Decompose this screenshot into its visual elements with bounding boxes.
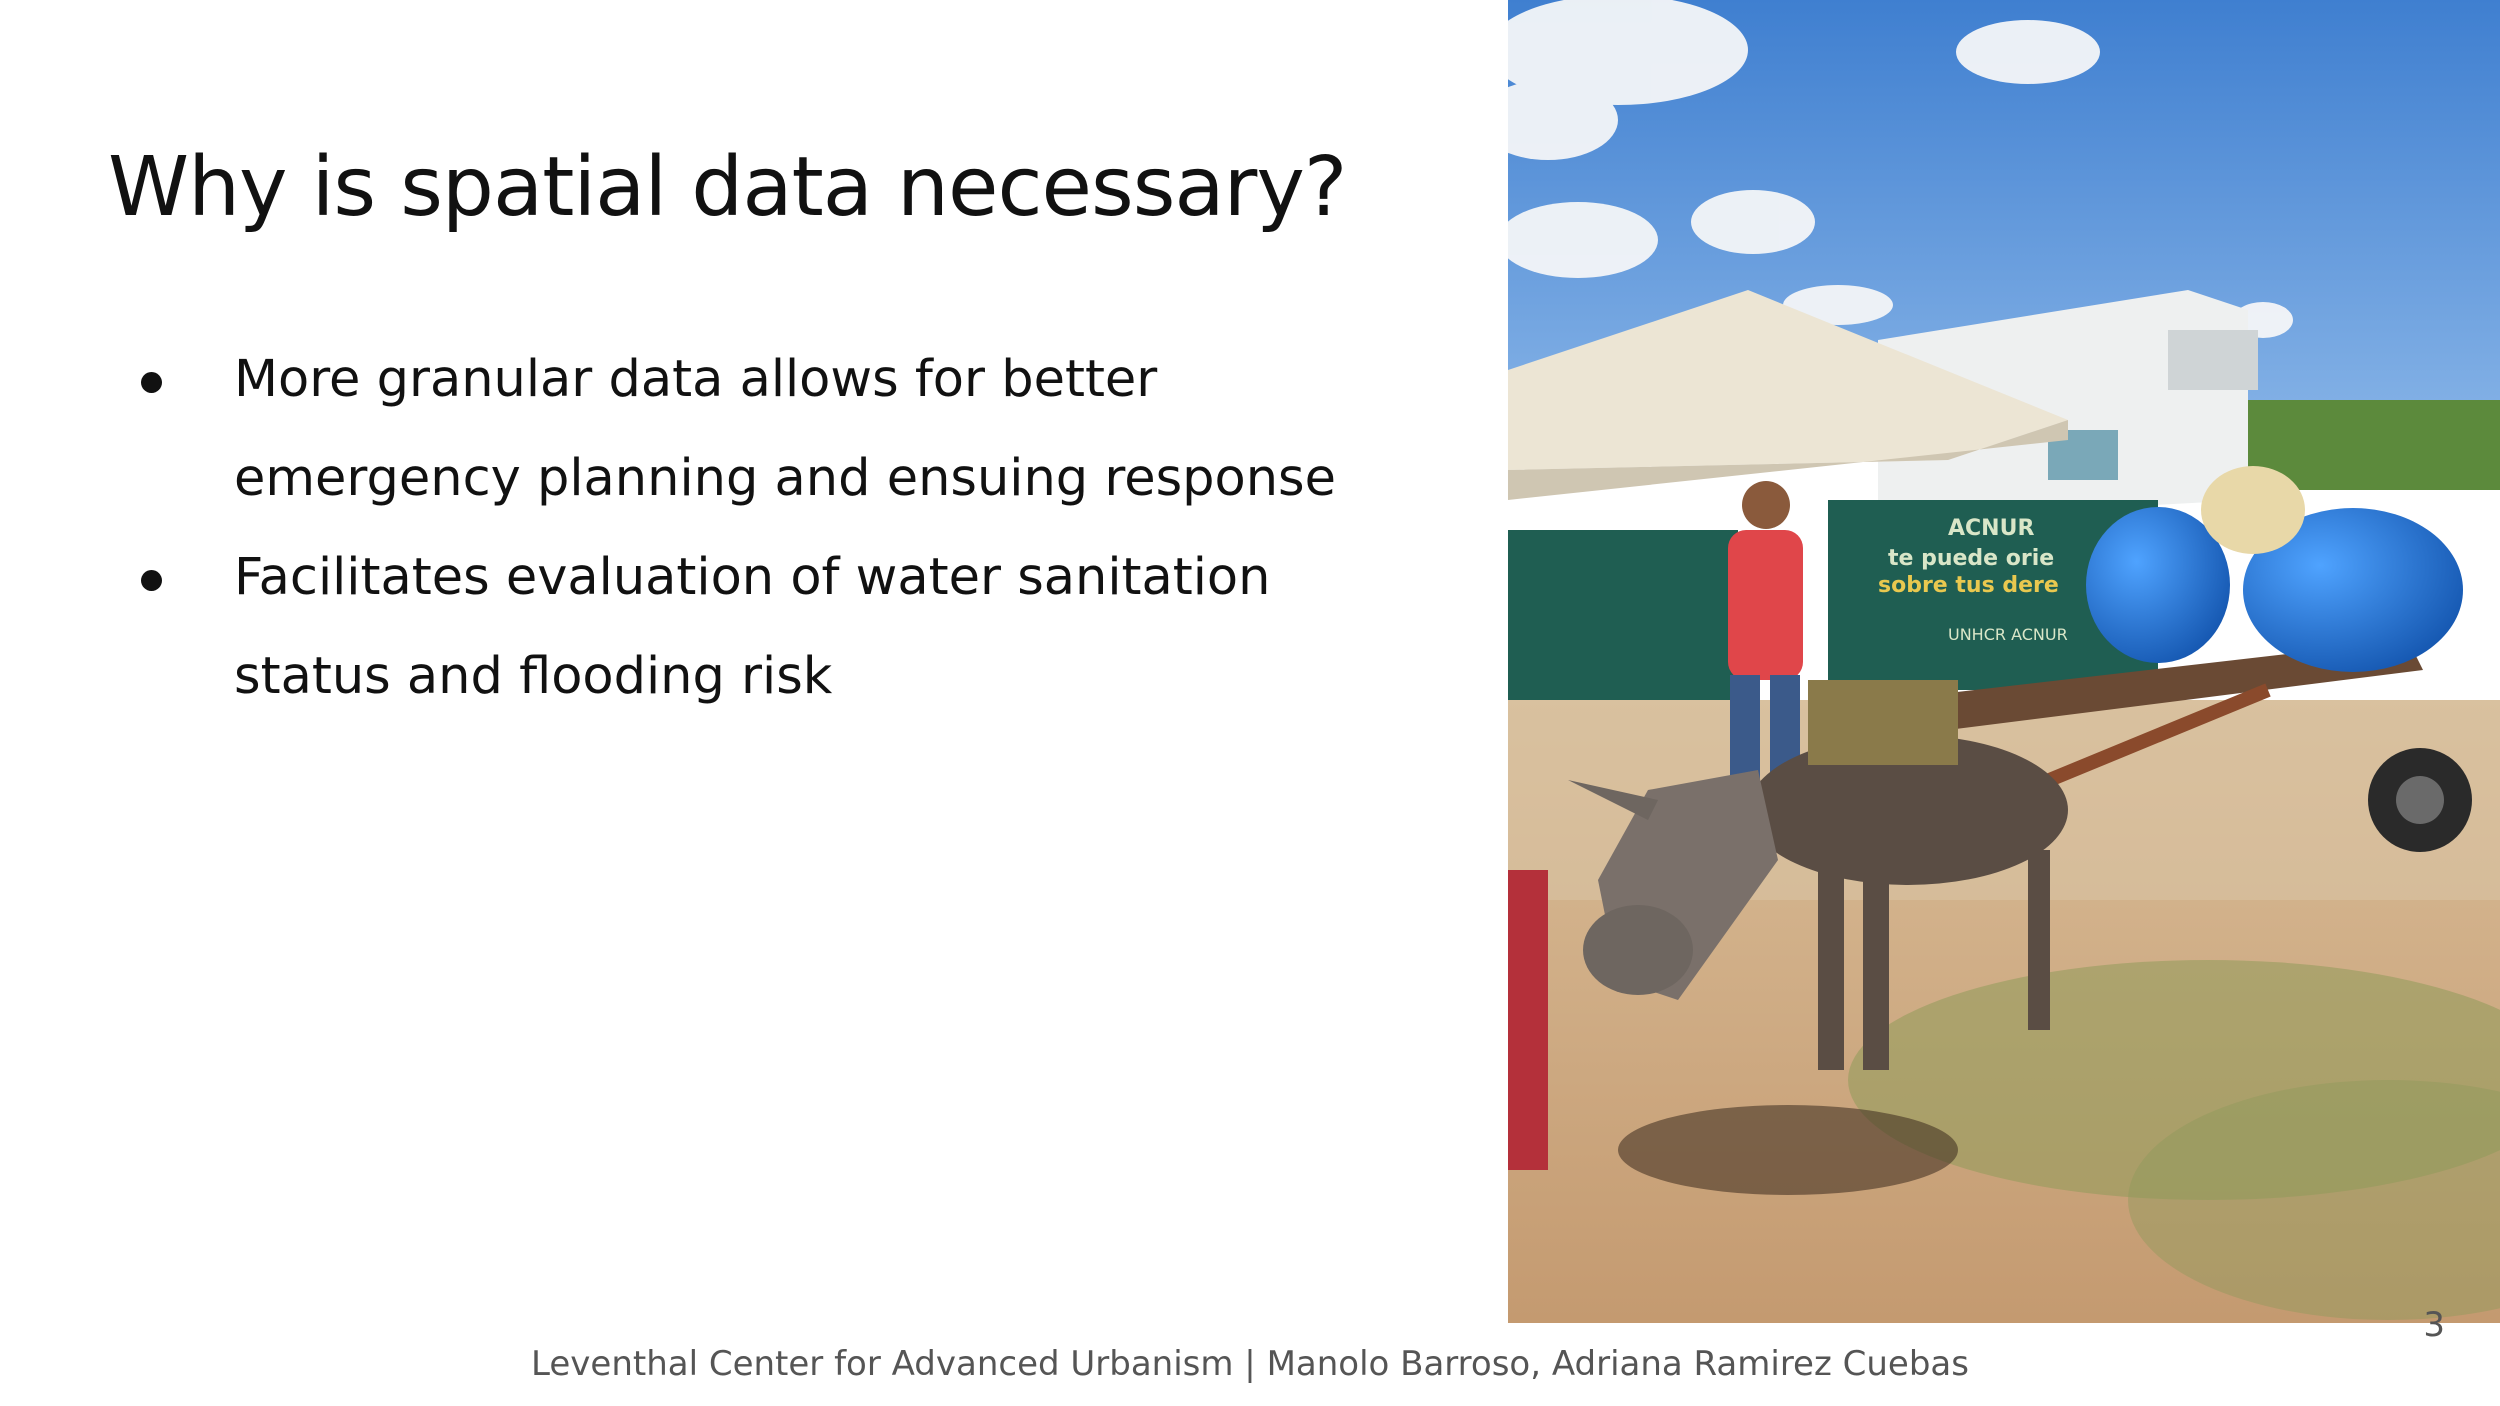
banner-text: te puede orie bbox=[1888, 546, 2055, 571]
donkey-cart-photo bbox=[1508, 0, 2500, 1323]
bullet-dot-icon bbox=[141, 372, 162, 393]
banner-text: UNHCR ACNUR bbox=[1948, 625, 2068, 644]
bullet-list bbox=[130, 330, 1410, 726]
bullet-text: More granular data allows for better emergency planning and ensuing response bbox=[234, 350, 1337, 508]
bullet-dot-icon bbox=[141, 570, 162, 591]
banner-text: sobre tus dere bbox=[1878, 573, 2059, 598]
page-number: 3 bbox=[2423, 1305, 2445, 1345]
slide-footer: Leventhal Center for Advanced Urbanism | Manolo Barroso, Adriana Ramirez Cuebas bbox=[531, 1344, 1969, 1384]
bullet-text: Facilitates evaluation of water sanitation status and flooding risk bbox=[234, 548, 1271, 706]
bullet-item bbox=[130, 528, 1410, 726]
banner-text: ACNUR bbox=[1948, 516, 2035, 541]
slide-title: Why is spatial data necessary? bbox=[108, 140, 1347, 235]
bullet-item bbox=[130, 330, 1410, 528]
